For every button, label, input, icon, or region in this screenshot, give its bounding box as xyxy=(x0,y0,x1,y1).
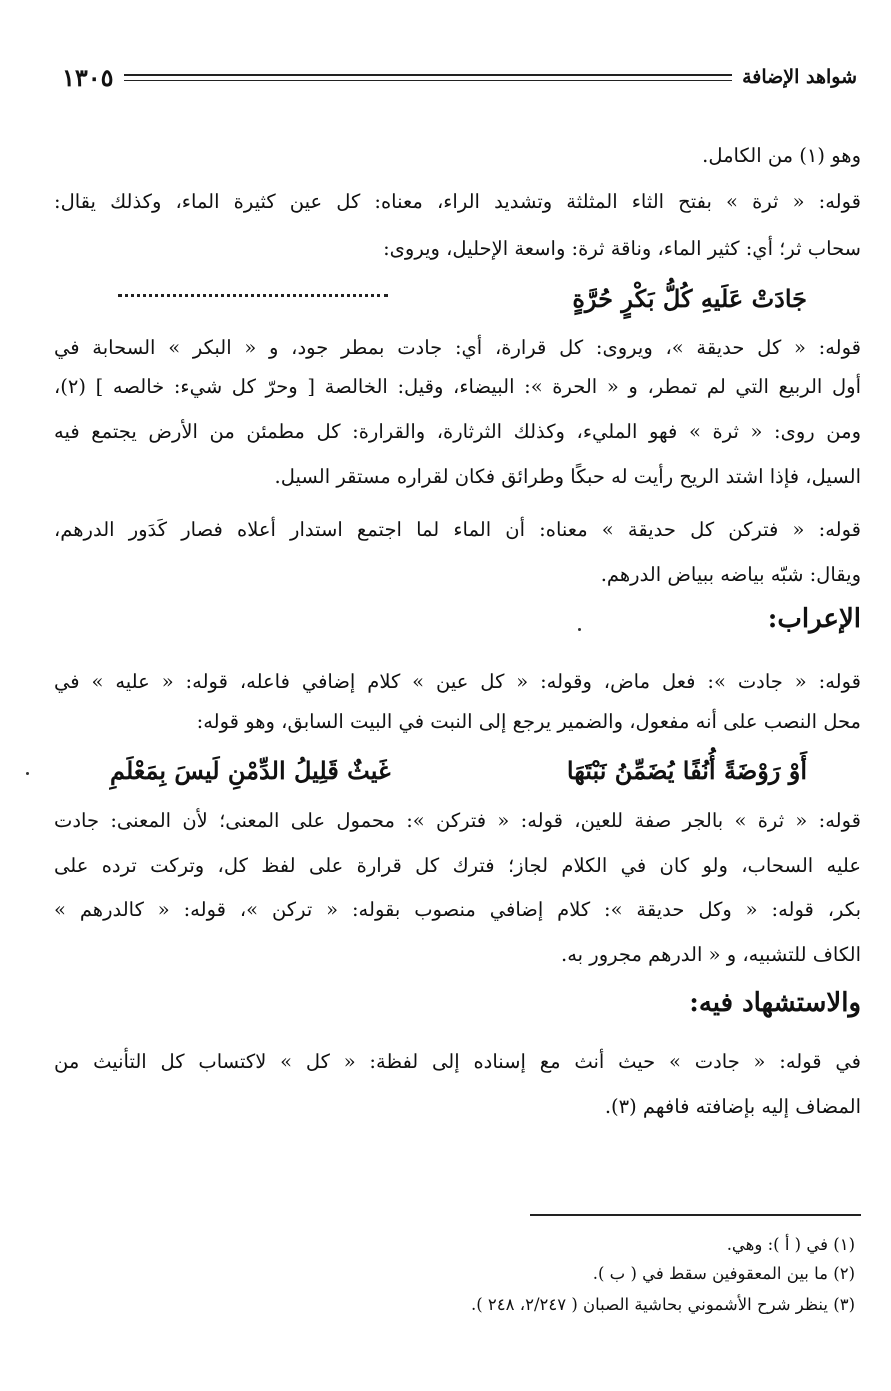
text-line: قوله: « ثرة » بالجر صفة للعين، قوله: « فتركن »: محمول على المعنى؛ لأن المعنى: جادت xyxy=(54,809,861,832)
text-line: المضاف إليه بإضافته فافهم (٣). xyxy=(604,1095,861,1118)
verse-second-hemistich: غَيثٌ قَلِيلُ الدِّمْنِ لَيسَ بِمَعْلَمِ xyxy=(110,756,391,785)
text-line: عليه السحاب، ولو كان في الكلام لجاز؛ فترك كل قرارة على لفظ كل، وتركت ترده على xyxy=(54,854,861,877)
text-line: السيل، فإذا اشتد الريح رأيت له حبكًا وطرائق فكان لقراره مستقر السيل. xyxy=(274,465,861,488)
page-number: ١٣٠٥ xyxy=(62,62,114,92)
text-line: ومن روى: « ثرة » فهو المليء، وكذلك الثرثارة، والقرارة: كل مطمئن من الأرض يجتمع فيه xyxy=(54,420,861,443)
page-header xyxy=(62,62,857,92)
text-line: أول الربيع التي لم تمطر، و « الحرة »: البيضاء، وقيل: الخالصة [ وحرّ كل شيء: خالصه ] (٢)، xyxy=(54,375,861,398)
header-double-rule xyxy=(124,74,733,81)
text-line: في قوله: « جادت » حيث أنث مع إسناده إلى لفظة: « كل » لاكتساب كل التأنيث من xyxy=(54,1050,861,1073)
text-line: قوله: « فتركن كل حديقة » معناه: أن الماء لما اجتمع استدار أعلاه فصار كَدَور الدرهم، xyxy=(54,518,861,541)
text-line: قوله: « كل حديقة »، ويروى: كل قرارة، أي: جادت بمطر جود، و « البكر » السحابة في xyxy=(54,336,861,359)
section-heading-istishhad: والاستشهاد فيه: xyxy=(689,988,861,1018)
section-heading-i3rab: الإعراب: xyxy=(767,604,861,634)
footnote-2: (٢) ما بين المعقوفين سقط في ( ب ). xyxy=(592,1264,855,1283)
text-line: سحاب ثر؛ أي: كثير الماء، وناقة ثرة: واسعة الإحليل، ويروى: xyxy=(383,237,861,260)
text-line: ويقال: شبّه بياضه ببياض الدرهم. xyxy=(600,563,861,586)
text-line: محل النصب على أنه مفعول، والضمير يرجع إلى النبت في البيت السابق، وهو قوله: xyxy=(196,710,861,733)
footnote-3: (٣) ينظر شرح الأشموني بحاشية الصبان ( ٢/٢٤٧، ٢٤٨ ). xyxy=(470,1295,855,1314)
text-line: بكر، قوله: « وكل حديقة »: كلام إضافي منصوب بقوله: « تركن »، قوله: « كالدرهم » xyxy=(54,898,861,921)
scan-speck xyxy=(578,628,581,631)
text-line: قوله: « ثرة » بفتح الثاء المثلثة وتشديد الراء، معناه: كل عين كثيرة الماء، وكذلك يقال: xyxy=(54,190,861,213)
running-title: شواهد الإضافة xyxy=(742,66,857,88)
footnote-rule xyxy=(530,1214,861,1216)
verse-first-hemistich: أَوْ رَوْضَةً أُنُفًا يُضَمِّنُ نَبْتَهَا xyxy=(566,756,807,785)
verse-ellipsis-dots xyxy=(118,294,388,297)
text-line: الكاف للتشبيه، و « الدرهم مجرور به. xyxy=(561,943,861,966)
text-line: قوله: « جادت »: فعل ماض، وقوله: « كل عين » كلام إضافي فاعله، قوله: « عليه » في xyxy=(54,670,861,693)
text-line: وهو (١) من الكامل. xyxy=(702,144,861,167)
verse-line: جَادَتْ عَلَيهِ كُلُّ بَكْرٍ حُرَّةٍ xyxy=(572,284,807,313)
footnote-1: (١) في ( أ ): وهي. xyxy=(726,1235,855,1254)
scan-speck xyxy=(26,772,29,775)
